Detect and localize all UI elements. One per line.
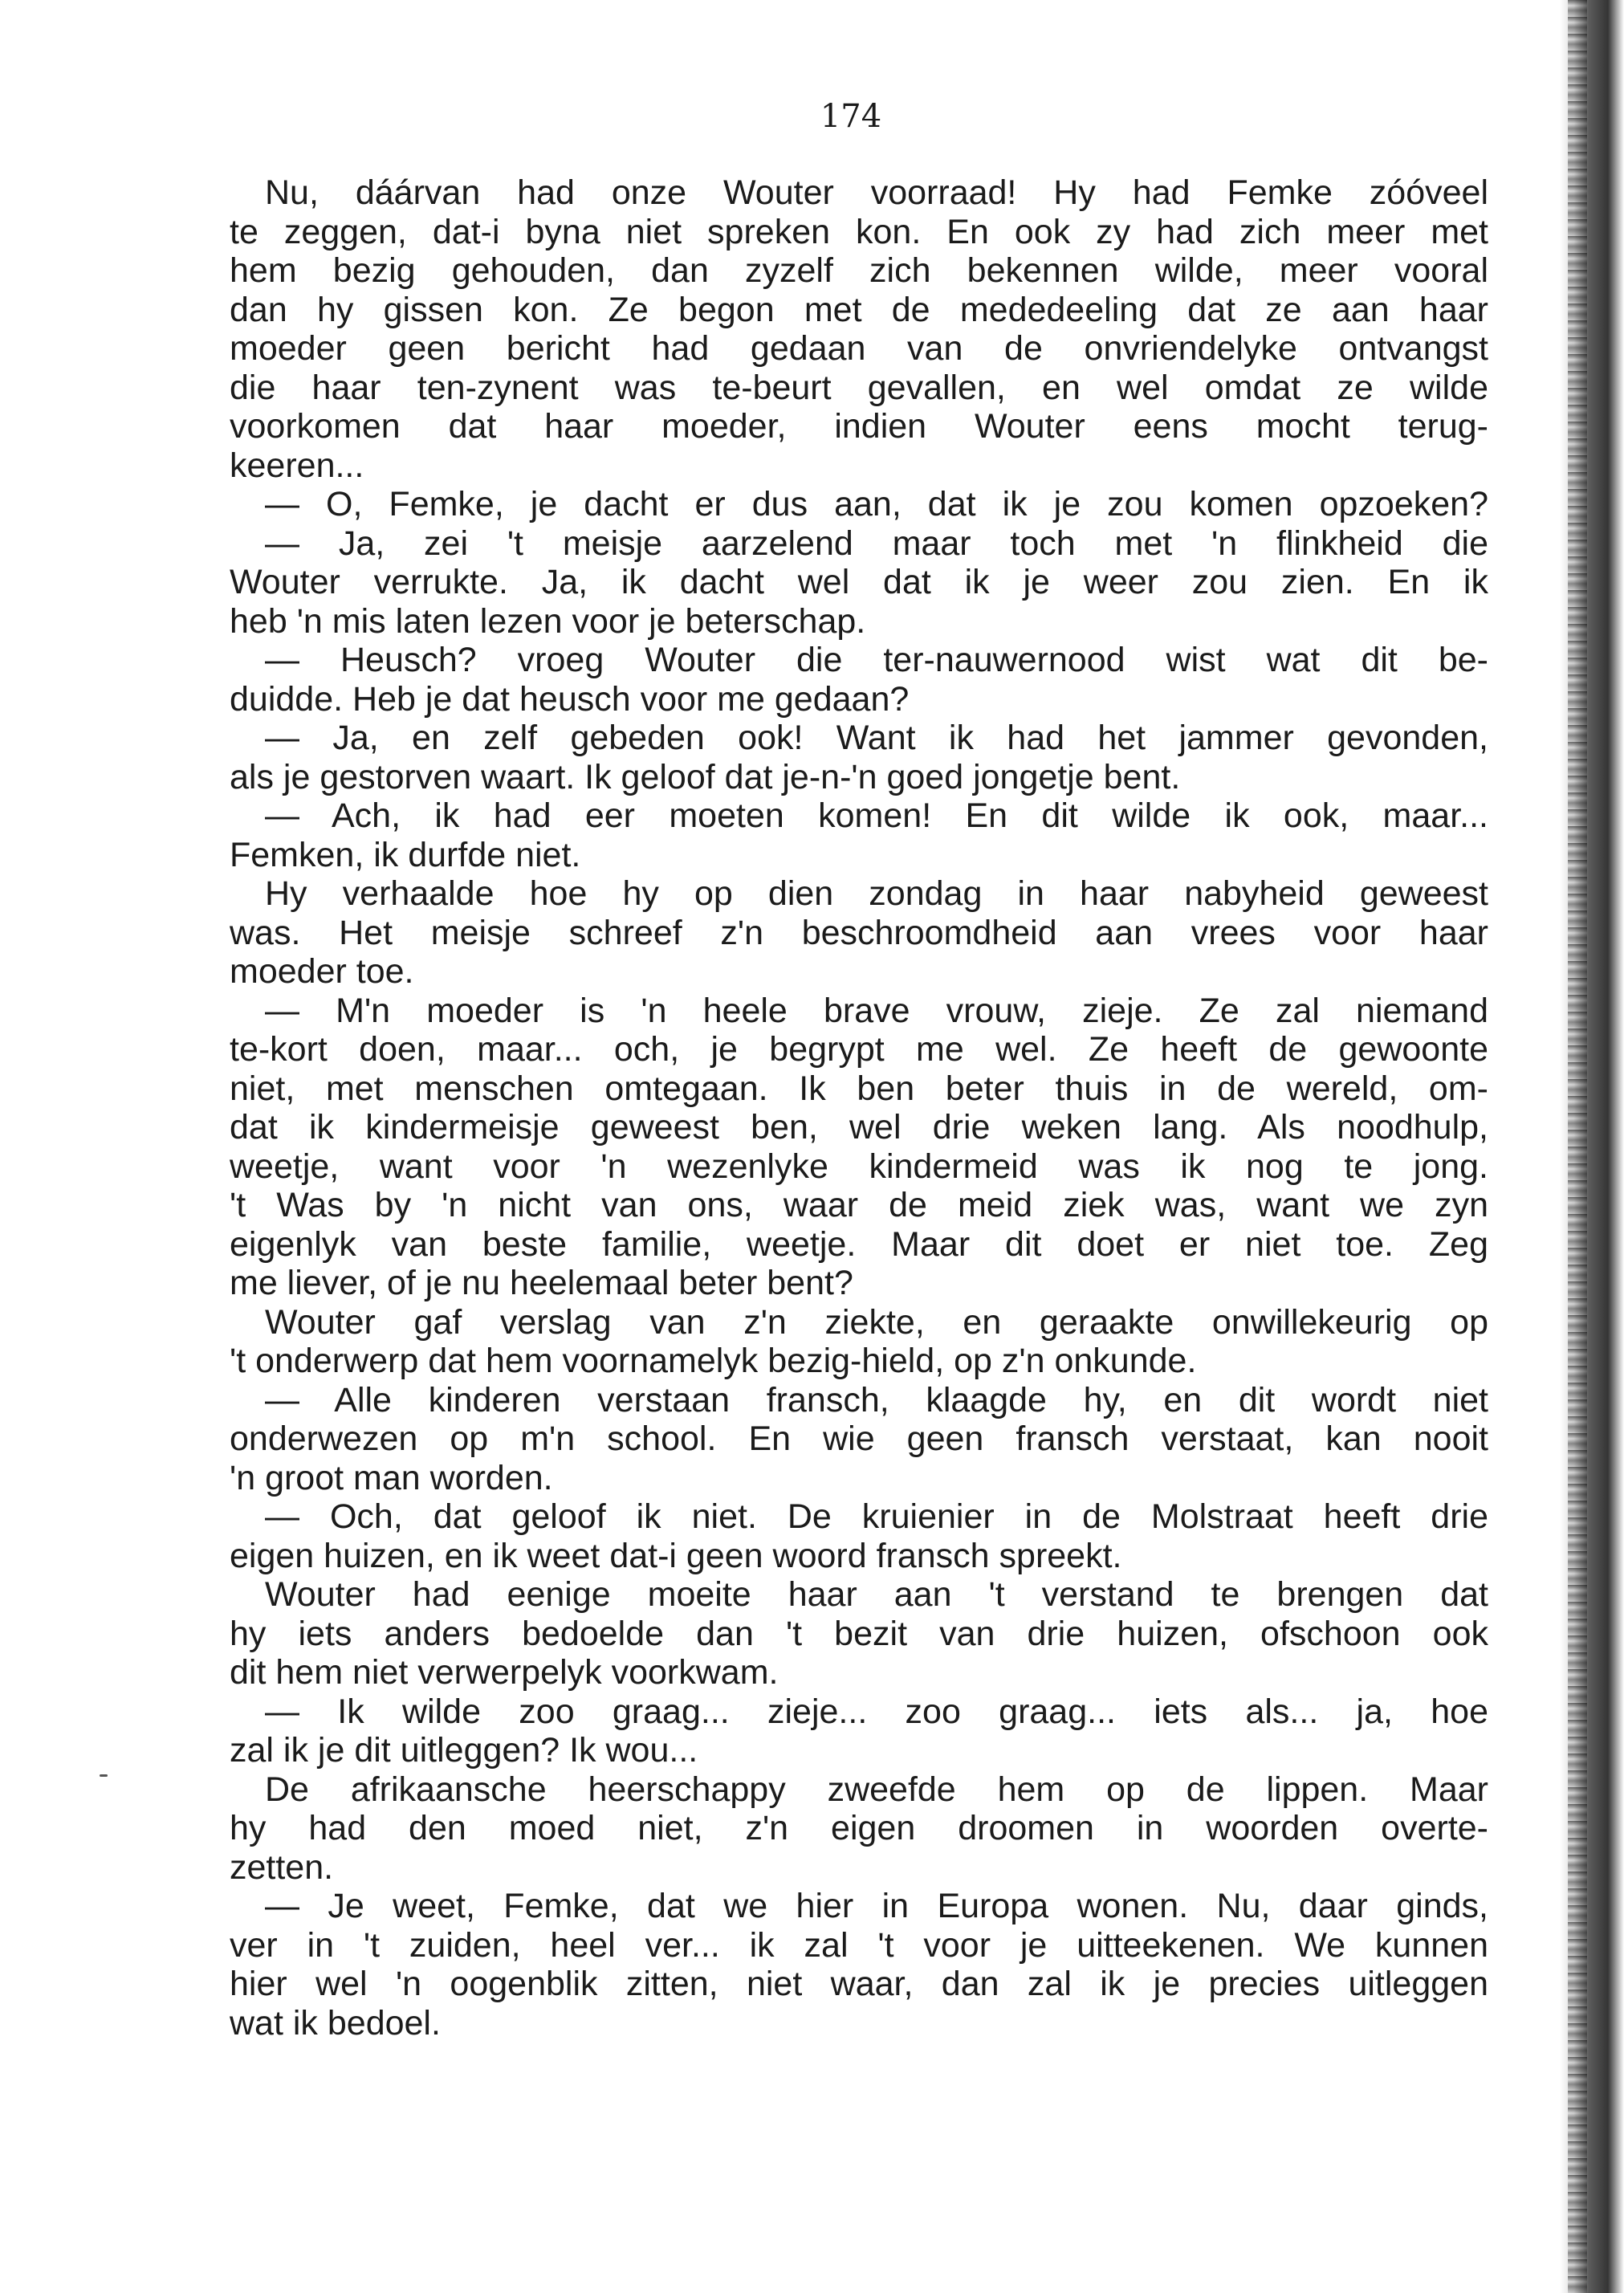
text-line: Hy verhaalde hoe hy op dien zondag in haar nabyheid geweest	[265, 874, 1488, 913]
text-line: hier wel 'n oogenblik zitten, niet waar, dan zal ik je precies uitleggen	[230, 1965, 1488, 2003]
text-line: Wouter gaf verslag van z'n ziekte, en geraakte onwillekeurig op	[265, 1302, 1488, 1342]
text-line: Wouter verrukte. Ja, ik dacht wel dat ik je weer zou zien. En ik	[230, 563, 1488, 601]
text-line: De afrikaansche heerschappy zweefde hem op de lippen. Maar	[265, 1770, 1488, 1809]
text-line: — Ja, en zelf gebeden ook! Want ik had het jammer gevonden,	[265, 719, 1488, 757]
text-line: zetten.	[230, 1847, 334, 1887]
text-line: keeren...	[230, 446, 364, 485]
text-line: was. Het meisje schreef z'n beschroomdheid aan vrees voor haar	[230, 913, 1488, 952]
text-line: dan hy gissen kon. Ze begon met de mededeeling dat ze aan haar	[230, 290, 1488, 329]
text-line: eigen huizen, en ik weet dat-i geen woord fransch spreekt.	[230, 1536, 1122, 1575]
text-line: te zeggen, dat-i byna niet spreken kon. En ook zy had zich meer met	[230, 212, 1488, 251]
text-line: — Ik wilde zoo graag... zieje... zoo graag... iets als... ja, hoe	[265, 1692, 1488, 1731]
text-line: weetje, want voor 'n wezenlyke kindermeid was ik nog te jong.	[230, 1146, 1488, 1186]
text-line: — Heusch? vroeg Wouter die ter-nauwernood wist wat dit be-	[265, 641, 1488, 679]
text-line: duidde. Heb je dat heusch voor me gedaan?	[230, 679, 910, 719]
text-line: 't onderwerp dat hem voornamelyk bezig-hield, op z'n onkunde.	[230, 1342, 1197, 1380]
text-line: me liever, of je nu heelemaal beter bent?	[230, 1264, 853, 1302]
text-line: Wouter had eenige moeite haar aan 't verstand te brengen dat	[265, 1575, 1488, 1614]
text-line: — M'n moeder is 'n heele brave vrouw, zieje. Ze zal niemand	[265, 991, 1488, 1030]
text-line: — Och, dat geloof ik niet. De kruienier in de Molstraat heeft drie	[265, 1497, 1488, 1536]
scan-speck	[100, 1774, 108, 1777]
text-line: als je gestorven waart. Ik geloof dat je-n-'n goed jongetje bent.	[230, 757, 1181, 796]
text-line: zal ik je dit uitleggen? Ik wou...	[230, 1731, 698, 1770]
text-line: 't Was by 'n nicht van ons, waar de meid ziek was, want we zyn	[230, 1186, 1488, 1224]
text-line: heb 'n mis laten lezen voor je beterschap.	[230, 601, 866, 641]
text-line: hy had den moed niet, z'n eigen droomen in woorden overte-	[230, 1809, 1488, 1847]
text-line: dit hem niet verwerpelyk voorkwam.	[230, 1653, 779, 1692]
text-line: Nu, dáárvan had onze Wouter voorraad! Hy had Femke zóóveel	[265, 173, 1488, 212]
text-line: — Alle kinderen verstaan fransch, klaagde hy, en dit wordt niet	[265, 1380, 1488, 1419]
text-line: Femken, ik durfde niet.	[230, 835, 581, 874]
text-line: — Ja, zei 't meisje aarzelend maar toch met 'n flinkheid die	[265, 523, 1488, 563]
text-line: niet, met menschen omtegaan. Ik ben beter thuis in de wereld, om-	[230, 1069, 1488, 1108]
text-line: moeder geen bericht had gedaan van de onvriendelyke ontvangst	[230, 329, 1488, 368]
text-line: die haar ten-zynent was te-beurt gevallen, en wel omdat ze wilde	[230, 368, 1488, 407]
text-line: ver in 't zuiden, heel ver... ik zal 't voor je uitteekenen. We kunnen	[230, 1925, 1488, 1965]
text-line: voorkomen dat haar moeder, indien Wouter eens mocht terug-	[230, 407, 1488, 446]
text-line: 'n groot man worden.	[230, 1458, 553, 1497]
page-number: 174	[820, 98, 882, 135]
text-line: onderwezen op m'n school. En wie geen fransch verstaat, kan nooit	[230, 1419, 1488, 1458]
text-line: te-kort doen, maar... och, je begrypt me wel. Ze heeft de gewoonte	[230, 1030, 1488, 1069]
text-line: hy iets anders bedoelde dan 't bezit van drie huizen, ofschoon ook	[230, 1614, 1488, 1653]
text-line: — O, Femke, je dacht er dus aan, dat ik je zou komen opzoeken?	[265, 485, 1488, 523]
text-line: wat ik bedoel.	[230, 2003, 441, 2043]
text-line: — Ach, ik had eer moeten komen! En dit wilde ik ook, maar...	[265, 796, 1488, 835]
body-text	[230, 173, 1488, 2043]
text-line: — Je weet, Femke, dat we hier in Europa wonen. Nu, daar ginds,	[265, 1887, 1488, 1925]
text-line: dat ik kindermeisje geweest ben, wel drie weken lang. Als noodhulp,	[230, 1108, 1488, 1146]
text-line: eigenlyk van beste familie, weetje. Maar dit doet er niet toe. Zeg	[230, 1224, 1488, 1264]
text-line: moeder toe.	[230, 952, 414, 991]
scanned-page-edge-texture	[1568, 0, 1587, 2293]
text-line: hem bezig gehouden, dan zyzelf zich bekennen wilde, meer vooral	[230, 251, 1488, 290]
